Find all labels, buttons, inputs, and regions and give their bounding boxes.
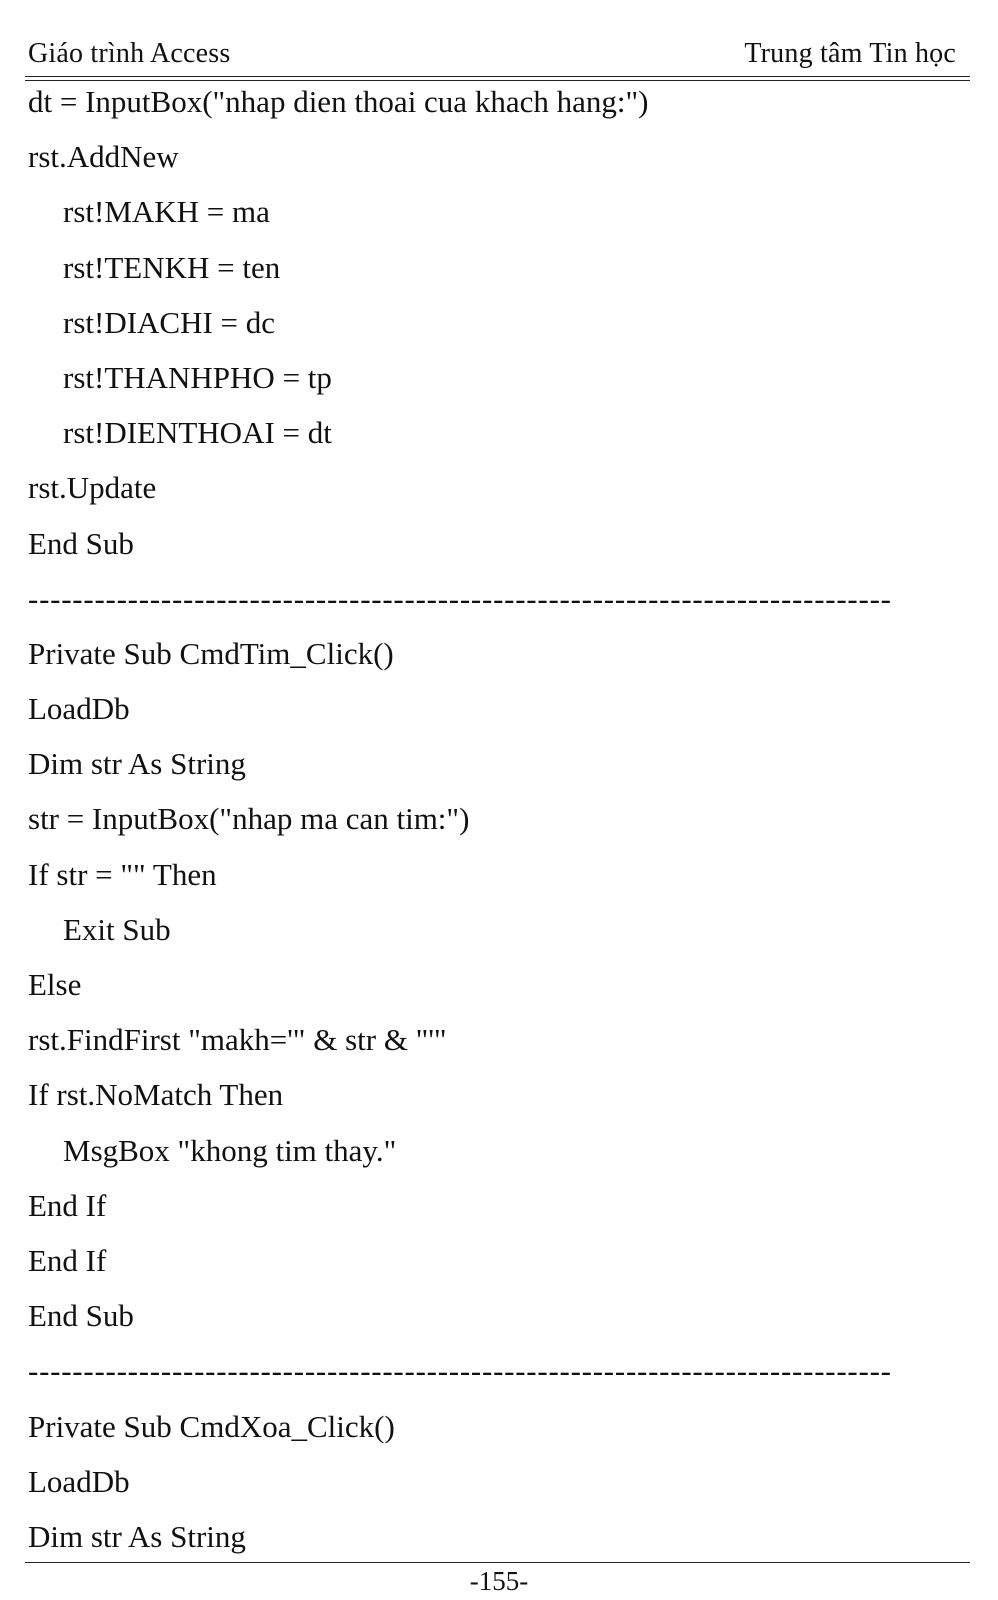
header-rule-top (25, 76, 970, 77)
code-line: End Sub (28, 525, 134, 561)
code-line: Else (28, 967, 82, 1002)
code-line: rst!MAKH = ma (63, 194, 270, 230)
code-line: str = InputBox("nhap ma can tim:") (28, 801, 470, 837)
code-line: Dim str As String (28, 746, 246, 782)
page-header (28, 38, 968, 78)
code-line: LoadDb (28, 691, 130, 727)
footer-rule (25, 1562, 970, 1563)
code-listing (28, 82, 968, 1572)
code-line: End If (28, 1242, 107, 1278)
code-line: rst.AddNew (28, 139, 179, 175)
code-line: Exit Sub (63, 911, 171, 947)
code-line: Dim str As String (28, 1518, 246, 1554)
separator-line: ------------------------------------------------------------------------------ (28, 580, 892, 616)
code-line: Private Sub CmdTim_Click() (28, 635, 394, 671)
header-rule-bottom (25, 80, 970, 81)
code-line: rst.FindFirst "makh='" & str & "'" (28, 1022, 447, 1058)
code-line: rst!THANHPHO = tp (63, 359, 332, 395)
code-line: MsgBox "khong tim thay." (63, 1132, 397, 1168)
code-line: If rst.NoMatch Then (28, 1077, 284, 1113)
code-line: rst!DIENTHOAI = dt (63, 415, 332, 451)
separator-line: ------------------------------------------------------------------------------ (28, 1353, 892, 1389)
code-line: If str = "" Then (28, 856, 217, 892)
code-line: LoadDb (28, 1463, 130, 1499)
code-line: End If (28, 1187, 107, 1223)
header-book-title: Giáo trình Access (28, 38, 231, 69)
code-line: rst!DIACHI = dc (63, 304, 276, 340)
code-line: rst.Update (28, 470, 157, 506)
code-line: Private Sub CmdXoa_Click() (28, 1408, 395, 1444)
code-line: End Sub (28, 1298, 134, 1334)
code-line: rst!TENKH = ten (63, 249, 281, 285)
header-organization: Trung tâm Tin học (744, 38, 956, 69)
code-line: dt = InputBox("nhap dien thoai cua khach hang:") (28, 84, 649, 119)
page-number: -155- (469, 1566, 529, 1596)
